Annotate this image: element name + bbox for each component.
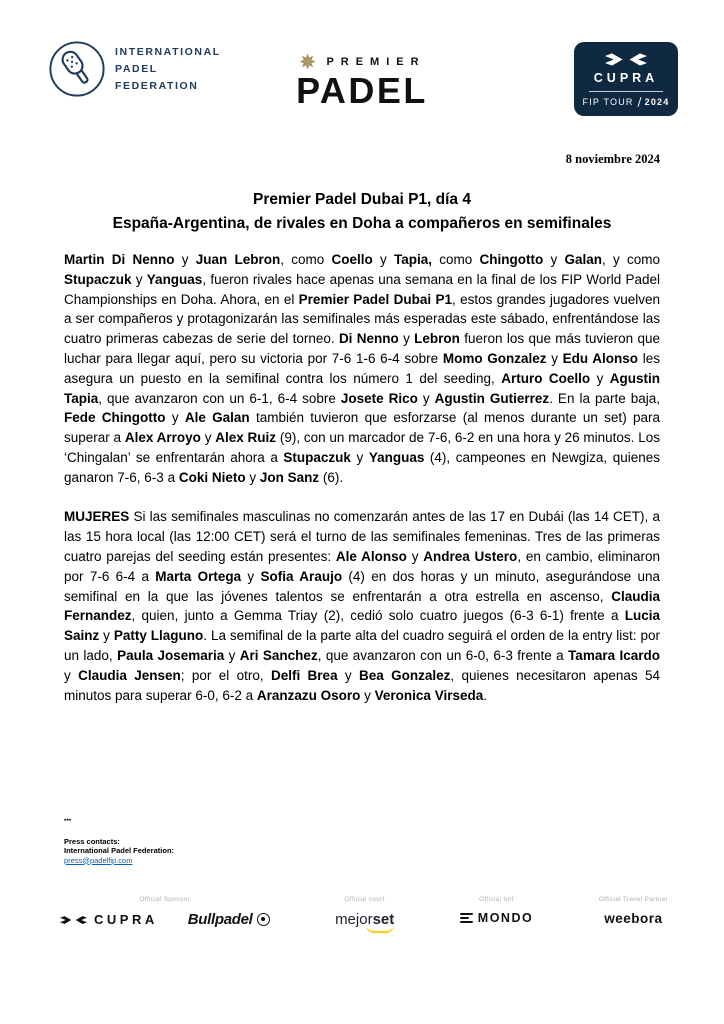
document-body bbox=[64, 250, 660, 705]
official-travel-label: Official Travel Partner bbox=[598, 896, 668, 903]
premier-star-icon bbox=[298, 52, 317, 71]
bullpadel-wordmark: Bullpadel bbox=[187, 911, 253, 928]
official-turf-label: Official turf bbox=[479, 896, 514, 903]
fip-logo-line1: INTERNATIONAL bbox=[115, 45, 221, 58]
premier-padel-logo bbox=[296, 52, 428, 110]
mejorset-word-set: set bbox=[372, 911, 395, 928]
cupra-badge-year: 2024 bbox=[644, 97, 670, 107]
fip-racket-icon bbox=[48, 40, 106, 98]
sponsor-bar bbox=[60, 896, 668, 933]
mejorset-swoosh-icon bbox=[366, 925, 394, 933]
cupra-sponsor-logo bbox=[60, 912, 158, 927]
premier-logo-top bbox=[296, 52, 428, 71]
title-line-1: Premier Padel Dubai P1, día 4 bbox=[253, 191, 471, 208]
cupra-badge-tour-text: FIP TOUR bbox=[582, 97, 634, 107]
press-contacts-label: Press contacts: bbox=[64, 836, 120, 846]
fip-logo bbox=[48, 40, 221, 98]
document-title bbox=[64, 188, 660, 236]
paragraph-women-semifinals: MUJERES Si las semifinales masculinas no comenzarán antes de las 17 en Dubái (las 14 CET), a las 15 hora local (las 12:00 CET) será el turno de las semifinales femeninas. Tres de las primeras cuatro parejas del seeding están presentes: Ale Alonso y Andrea Ustero, en cambio, eliminaron por 7-6 6-4 a Marta Ortega y Sofia Araujo (4) en dos horas y un minuto, asegurándose una semifinal en la que las jóvenes talentos se enfrentarán a otra estrella en ascenso, Claudia Fernandez, quien, junto a Gemma Triay (2), cedió solo cuatro juegos (6-3 6-1) frente a Lucia Sainz y Patty Llaguno. La semifinal de la parte alta del cuadro seguirá el orden de la entry list: por un lado, Paula Josemaria y Ari Sanchez, que avanzaron con un 6-0, 6-3 frente a Tamara Icardo y Claudia Jensen; por el otro, Delfi Brea y Bea Gonzalez, quienes necesitaron apenas 54 minutos para superar 6-0, 6-2 a Aranzazu Osoro y Veronica Virseda. bbox=[64, 509, 661, 703]
mondo-lines-icon bbox=[460, 913, 473, 923]
fip-logo-line2: PADEL bbox=[115, 62, 158, 75]
mejorset-word-mejor: mejor bbox=[335, 911, 373, 928]
mejorset-logo bbox=[335, 911, 394, 933]
sponsor-group-official-travel bbox=[599, 896, 668, 926]
cupra-badge-brand: CUPRA bbox=[593, 71, 659, 85]
official-court-label: Official court bbox=[344, 896, 385, 903]
bullpadel-emblem-icon bbox=[257, 913, 270, 926]
cupra-badge-divider bbox=[589, 91, 663, 92]
padel-wordmark: PADEL bbox=[296, 70, 428, 111]
premier-wordmark: PREMIER bbox=[326, 55, 426, 68]
sponsor-group-official-turf bbox=[460, 896, 533, 925]
document-date: 8 noviembre 2024 bbox=[565, 152, 660, 166]
official-sponsor-logos bbox=[60, 911, 270, 928]
press-contacts bbox=[64, 818, 174, 865]
cupra-badge-slash bbox=[637, 97, 641, 107]
official-sponsor-label: Official Sponsor bbox=[139, 896, 191, 903]
sponsor-group-official-sponsor bbox=[60, 896, 270, 928]
title-line-2: España-Argentina, de rivales en Doha a compañeros en semifinales bbox=[112, 215, 612, 232]
bullpadel-logo bbox=[188, 911, 270, 928]
paragraph-men-semifinals: Martin Di Nenno y Juan Lebron, como Coello y Tapia, como Chingotto y Galan, y como Stupaczuk y Yanguas, fueron rivales hace apenas una semana en la final de los FIP World Padel Championships en Doha. Ahora, en el Premier Padel Dubai P1, estos grandes jugadores vuelven a ser compañeros y protagonizarán las semifinales más esperadas este sábado, enfrentándose las cuatro primeras cabezas de serie del torneo. Di Nenno y Lebron fueron los que más tuvieron que luchar para llegar aquí, pero su victoria por 7-6 1-6 6-4 sobre Momo Gonzalez y Edu Alonso les asegura un puesto en la semifinal contra los número 1 del seeding, Arturo Coello y Agustin Tapia, que avanzaron con un 6-1, 6-4 sobre Josete Rico y Agustin Gutierrez. En la parte baja, Fede Chingotto y Ale Galan también tuvieron que esforzarse (al menos durante un set) para superar a Alex Arroyo y Alex Ruiz (9), con un marcador de 7-6, 6-2 en una hora y 26 minutos. Los ‘Chingalan’ se enfrentarán ahora a Stupaczuk y Yanguas (4), campeones en Newgiza, quienes ganaron 7-6, 6-3 a Coki Nieto y Jon Sanz (6). bbox=[64, 252, 660, 485]
mondo-wordmark: MONDO bbox=[477, 911, 534, 925]
cupra-emblem-icon bbox=[60, 915, 87, 925]
weebora-logo: weebora bbox=[604, 911, 663, 926]
cupra-emblem-icon bbox=[605, 52, 647, 67]
fip-logo-text bbox=[115, 44, 221, 95]
separator-stars: *** bbox=[64, 819, 72, 825]
press-email-link[interactable]: press@padelfip.com bbox=[64, 855, 133, 865]
cupra-badge-tour bbox=[580, 97, 672, 107]
fip-logo-line3: FEDERATION bbox=[115, 79, 199, 92]
sponsor-group-official-court bbox=[335, 896, 394, 933]
press-contacts-org: International Padel Federation: bbox=[64, 846, 175, 855]
cupra-sponsor-wordmark: CUPRA bbox=[94, 912, 158, 927]
mondo-logo bbox=[460, 911, 533, 925]
cupra-fip-tour-badge bbox=[574, 42, 678, 116]
